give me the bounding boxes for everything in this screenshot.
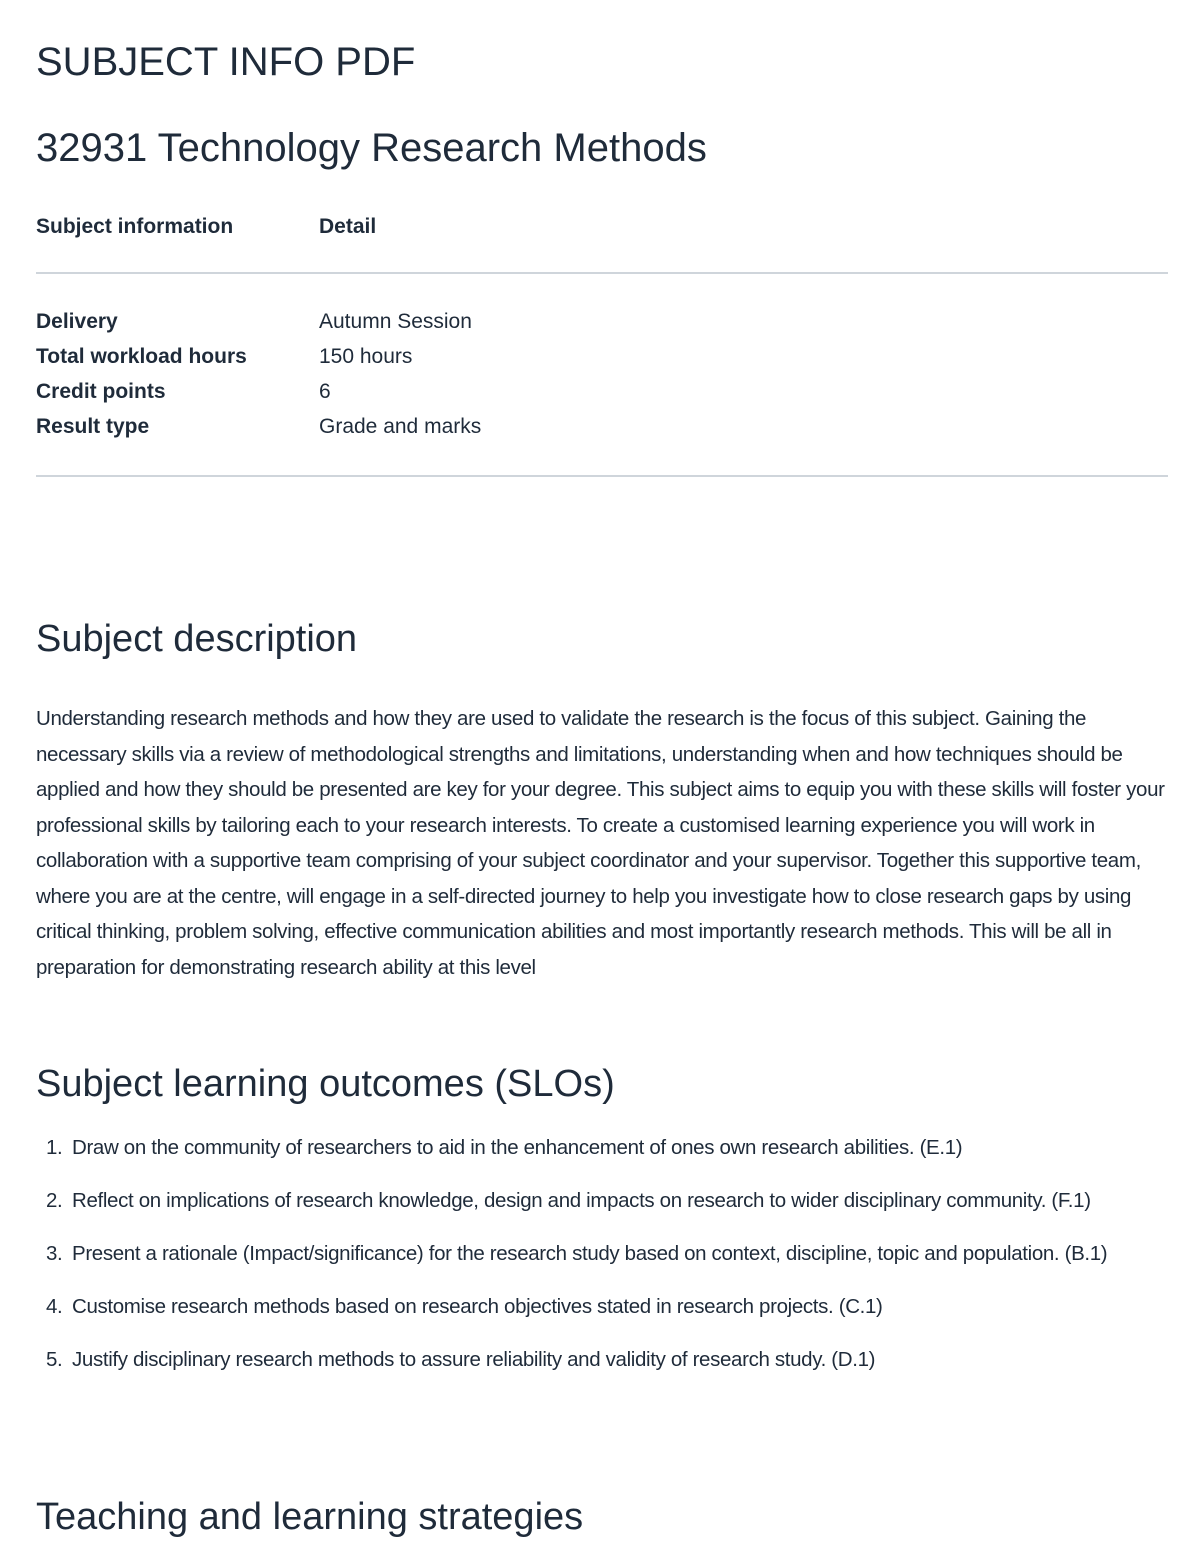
subject-title: 32931 Technology Research Methods (36, 126, 707, 170)
info-table-body (36, 307, 1168, 447)
slo-number: 2. (46, 1189, 63, 1212)
table-divider-top (36, 272, 1168, 274)
slo-number: 3. (46, 1242, 63, 1265)
table-divider-bottom (36, 475, 1168, 477)
info-row-label: Credit points (36, 380, 166, 403)
info-header-label: Subject information (36, 215, 234, 238)
info-row-label: Result type (36, 415, 150, 438)
info-row-credit-points (36, 377, 1168, 412)
info-row-value: Autumn Session (319, 310, 472, 333)
slo-text: Present a rationale (Impact/significance) for the research study based on context, discipline, topic and population. (B.1) (72, 1242, 1108, 1265)
subject-description-heading: Subject description (36, 618, 358, 660)
document-label: SUBJECT INFO PDF (36, 40, 416, 84)
slo-item (36, 1183, 1168, 1219)
slo-item (36, 1236, 1168, 1272)
subject-description-text: Understanding research methods and how they are used to validate the research is the focus of this subject. Gaining the necessary skills via a review of methodological strengths and limitations, understanding when and how techniques should be applied and how they should be presented are key for your degree. This subject aims to equip you with these skills will foster your professional skills by tailoring each to your research interests. To create a customised learning experience you will work in collaboration with a supportive team comprising of your subject coordinator and your supervisor. Together this supportive team, where you are at the centre, will engage in a self-directed journey to help you investigate how to close research gaps by using critical thinking, problem solving, effective communication abilities and most importantly research methods. This will be all in preparation for demonstrating research ability at this level (36, 707, 1165, 979)
info-header-value: Detail (319, 215, 377, 238)
info-row-value: 6 (319, 380, 331, 403)
slo-number: 1. (46, 1136, 63, 1159)
slo-item (36, 1342, 1168, 1378)
info-row-workload (36, 342, 1168, 377)
slo-heading: Subject learning outcomes (SLOs) (36, 1063, 615, 1105)
info-row-value: Grade and marks (319, 415, 482, 438)
info-row-value: 150 hours (319, 345, 413, 368)
info-row-label: Delivery (36, 310, 118, 333)
slo-text: Justify disciplinary research methods to assure reliability and validity of research study. (D.1) (72, 1348, 876, 1371)
slo-list (36, 1130, 1168, 1395)
info-row-result-type (36, 412, 1168, 447)
slo-text: Draw on the community of researchers to aid in the enhancement of ones own research abilities. (E.1) (72, 1136, 963, 1159)
teaching-strategies-heading: Teaching and learning strategies (36, 1496, 584, 1538)
slo-number: 5. (46, 1348, 63, 1371)
slo-number: 4. (46, 1295, 63, 1318)
slo-text: Customise research methods based on research objectives stated in research projects. (C.1) (72, 1295, 883, 1318)
info-table-header (36, 212, 1168, 247)
info-row-delivery (36, 307, 1168, 342)
info-row-label: Total workload hours (36, 345, 247, 368)
slo-item (36, 1289, 1168, 1325)
slo-text: Reflect on implications of research knowledge, design and impacts on research to wider disciplinary community. (F.1) (72, 1189, 1091, 1212)
subject-info-table (36, 212, 1168, 247)
slo-item (36, 1130, 1168, 1166)
